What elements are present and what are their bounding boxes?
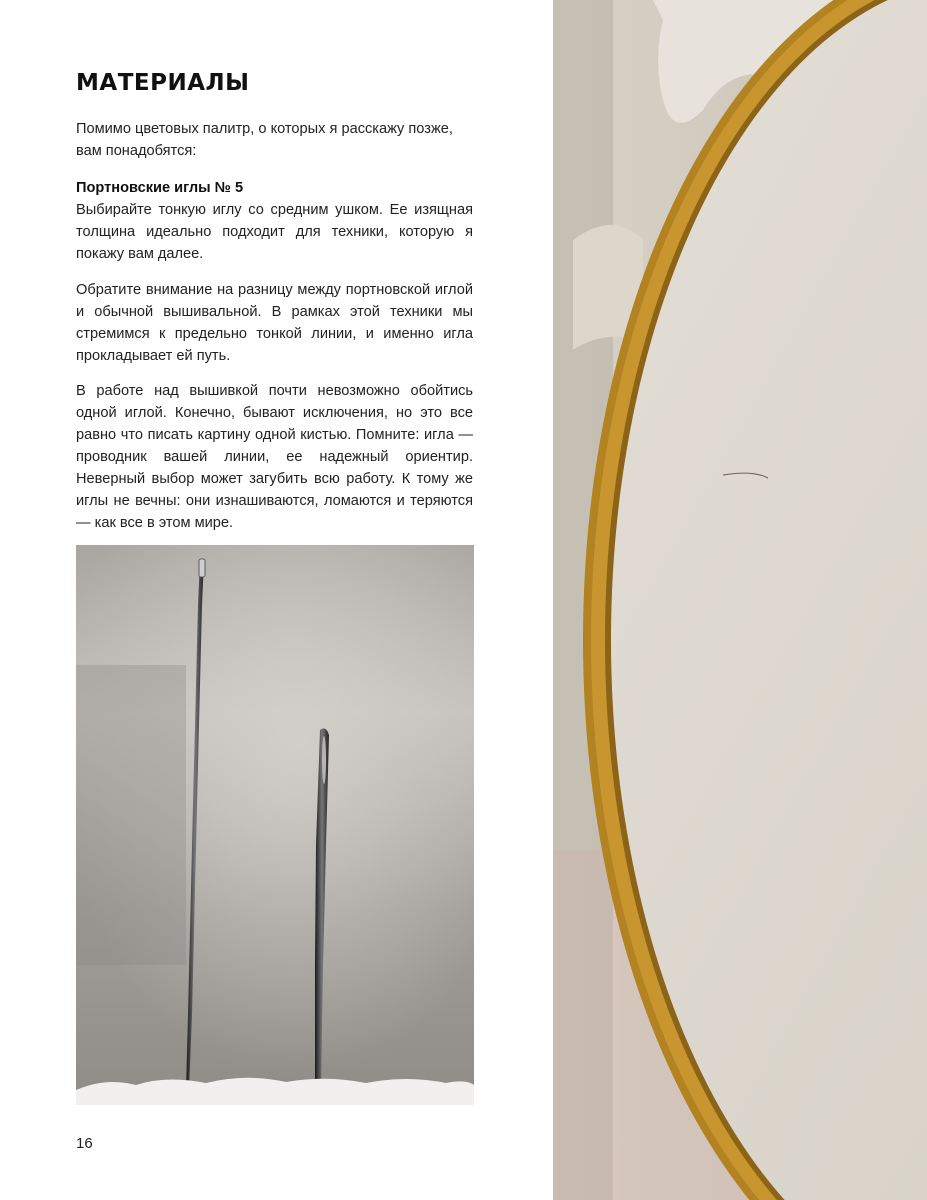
paragraph-2: Обратите внимание на разницу между портновской иглой и обычной вышивальной. В рамках этой техники мы стремимся к предельно тонкой линии, и именно игла прокладывает ей путь. xyxy=(76,282,473,364)
embroidery-hoop-photo xyxy=(553,0,927,1200)
intro-paragraph: Помимо цветовых палитр, о которых я расскажу позже, вам понадобятся: xyxy=(76,121,453,159)
paragraph-3: В работе над вышивкой почти невозможно обойтись одной иглой. Конечно, бывают исключения, но это все равно что писать картину одной кистью. Помните: игла — проводник вашей линии, ее надежный ориентир. Неверный выбор может загубить всю работу. К тому же иглы не вечны: они изнашиваются, ломаются и теряются — как все в этом мире. xyxy=(76,383,473,531)
page-title: МАТЕРИАЛЫ xyxy=(76,70,250,96)
subheading: Портновские иглы № 5 xyxy=(76,180,244,196)
paragraph-1: Выбирайте тонкую иглу со средним ушком. Ее изящная толщина идеально подходит для техники, которую я покажу вам далее. xyxy=(76,202,473,262)
page-number: 16 xyxy=(76,1135,93,1152)
needles-photo xyxy=(76,545,474,1105)
